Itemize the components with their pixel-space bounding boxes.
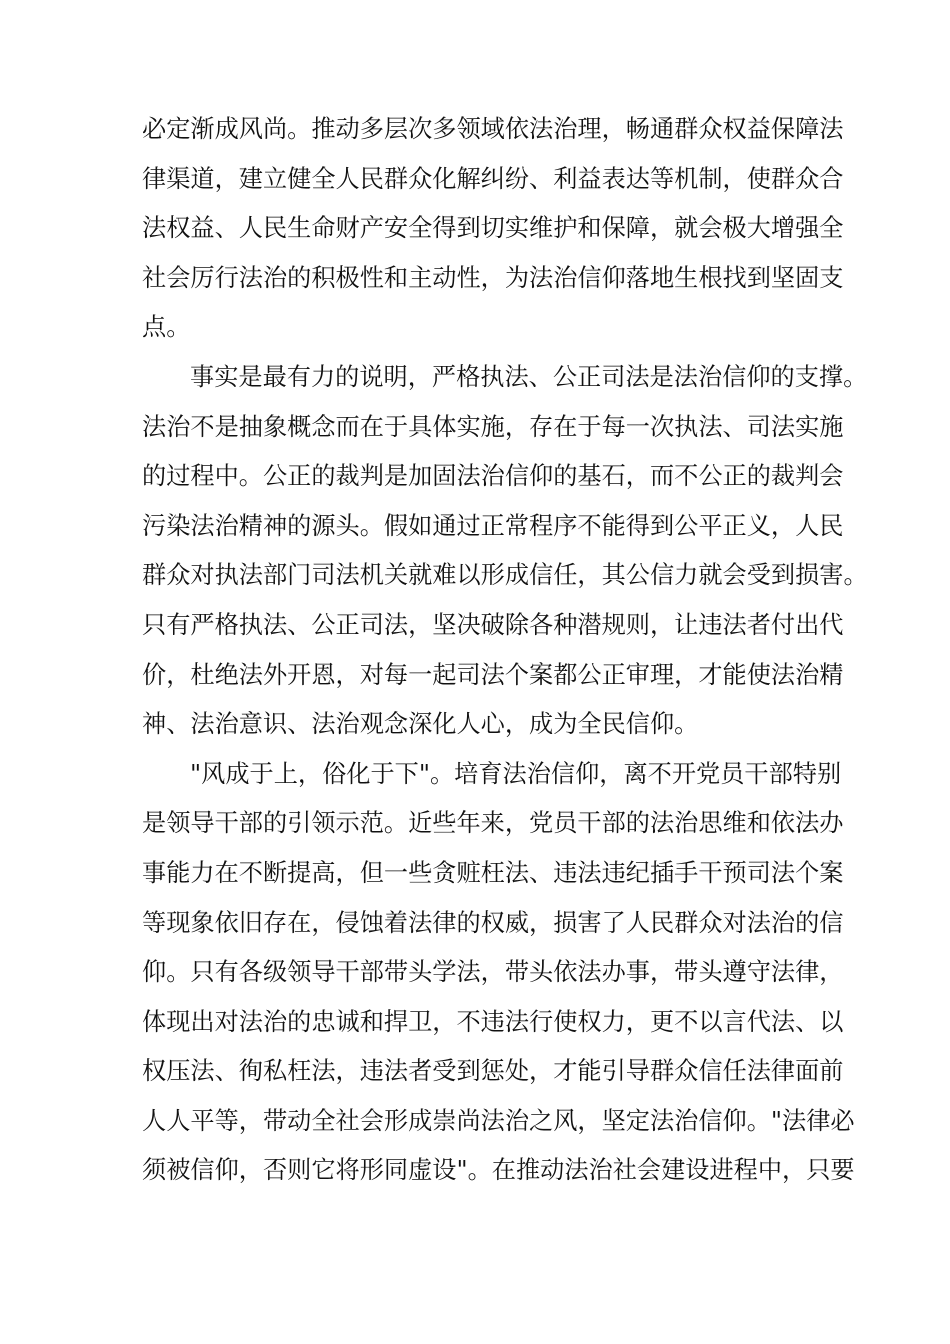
text-line: 点。	[142, 313, 191, 342]
text-line: 等现象依旧存在，侵蚀着法律的权威，损害了人民群众对法治的信	[142, 908, 844, 937]
text-line: 是领导干部的引领示范。近些年来，党员干部的法治思维和依法办	[142, 809, 844, 838]
text-line: 律渠道，建立健全人民群众化解纠纷、利益表达等机制，使群众合	[142, 164, 844, 193]
text-line: 法治不是抽象概念而在于具体实施，存在于每一次执法、司法实施	[142, 412, 844, 441]
text-line: "风成于上，俗化于下"。培育法治信仰，离不开党员干部特别	[190, 759, 842, 788]
text-line: 须被信仰，否则它将形同虚设"。在推动法治社会建设进程中，只要	[142, 1156, 855, 1185]
text-line: 只有严格执法、公正司法，坚决破除各种潜规则，让违法者付出代	[142, 610, 844, 639]
paragraph-1	[142, 105, 844, 353]
paragraph-3	[142, 750, 855, 1196]
text-line: 人人平等，带动全社会形成崇尚法治之风，坚定法治信仰。"法律必	[142, 1106, 855, 1135]
text-line: 社会厉行法治的积极性和主动性，为法治信仰落地生根找到坚固支	[142, 263, 844, 292]
text-line: 必定渐成风尚。推动多层次多领域依法治理，畅通群众权益保障法	[142, 115, 844, 143]
document-body	[142, 105, 868, 1196]
text-line: 事能力在不断提高，但一些贪赃枉法、违法违纪插手干预司法个案	[142, 858, 844, 887]
text-line: 的过程中。公正的裁判是加固法治信仰的基石，而不公正的裁判会	[142, 462, 844, 491]
text-line: 神、法治意识、法治观念深化人心，成为全民信仰。	[142, 710, 699, 739]
text-line: 群众对执法部门司法机关就难以形成信任，其公信力就会受到损害。	[142, 561, 868, 590]
text-line: 污染法治精神的源头。假如通过正常程序不能得到公平正义，人民	[142, 511, 844, 540]
text-line: 体现出对法治的忠诚和捍卫，不违法行使权力，更不以言代法、以	[142, 1007, 844, 1036]
paragraph-2	[142, 353, 868, 750]
text-line: 价，杜绝法外开恩，对每一起司法个案都公正审理，才能使法治精	[142, 660, 844, 689]
text-line: 仰。只有各级领导干部带头学法，带头依法办事，带头遵守法律，	[142, 958, 844, 987]
text-line: 权压法、徇私枉法，违法者受到惩处，才能引导群众信任法律面前	[142, 1057, 844, 1086]
text-line: 法权益、人民生命财产安全得到切实维护和保障，就会极大增强全	[142, 214, 844, 243]
text-line: 事实是最有力的说明，严格执法、公正司法是法治信仰的支撑。	[190, 362, 868, 391]
